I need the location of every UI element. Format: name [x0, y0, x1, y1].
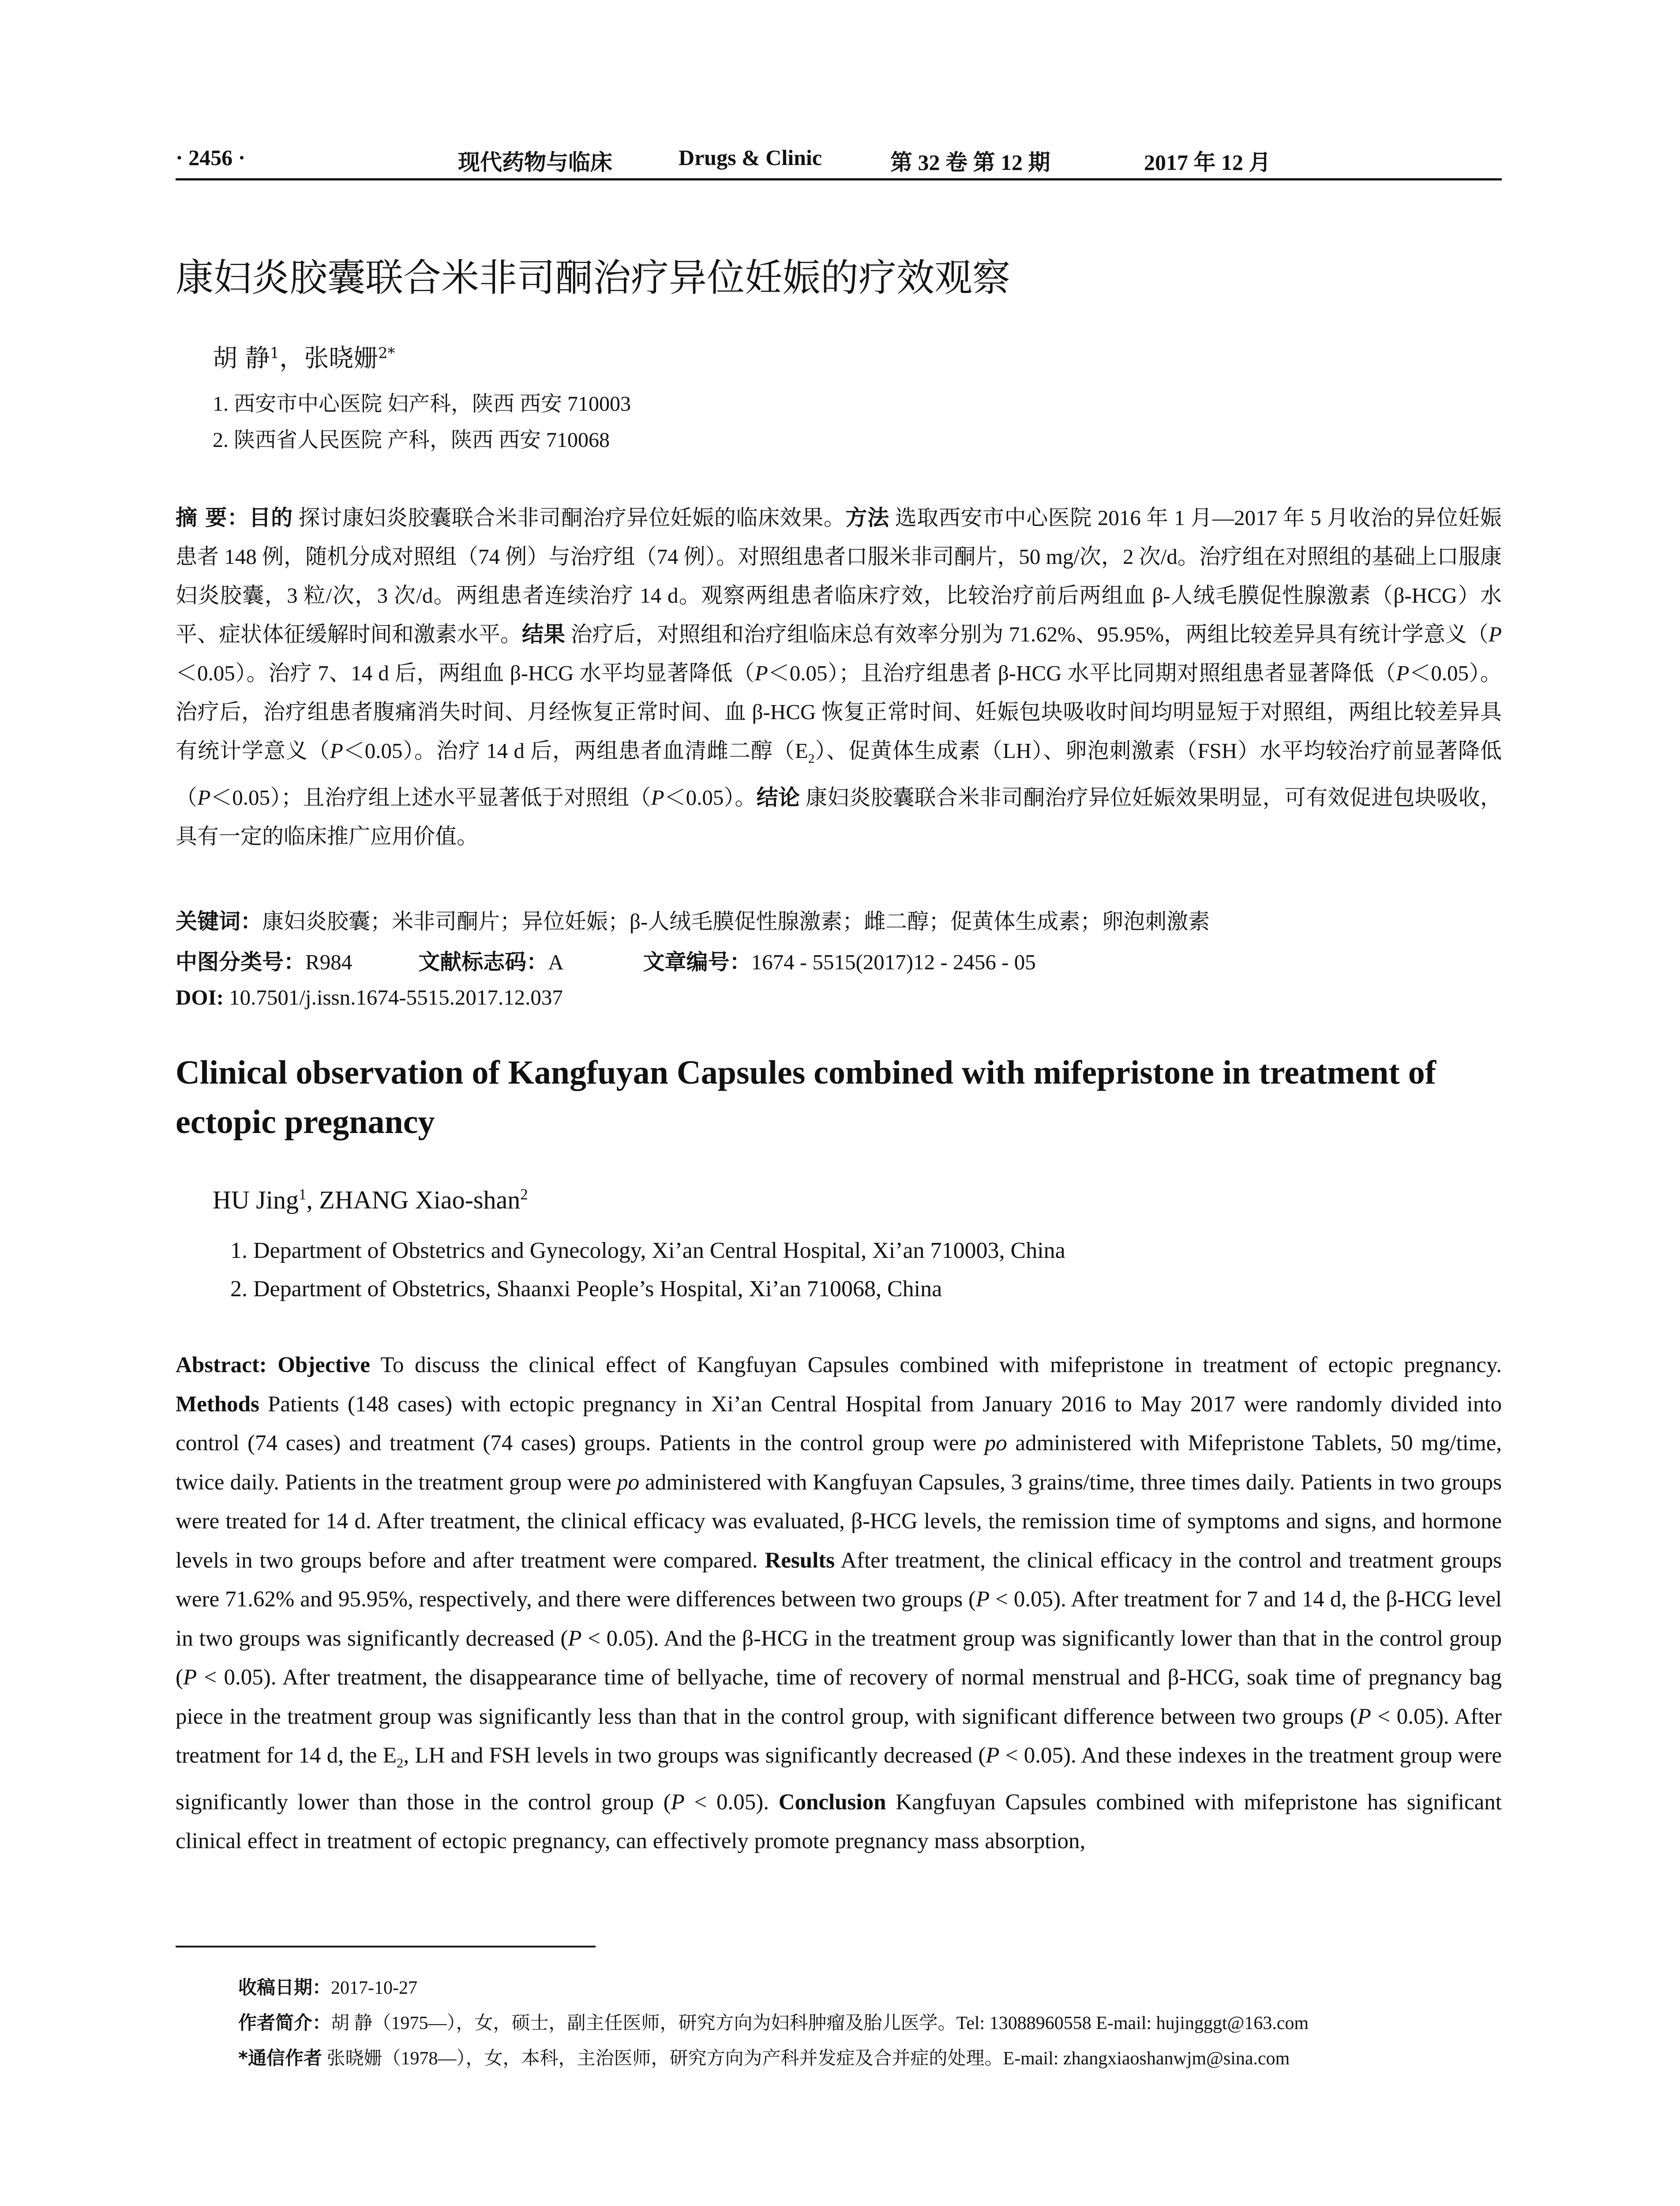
- results-text: < 0.05). And these indexes in the treatment group were significantly lower than those in the control group (: [176, 1743, 1502, 1815]
- p-symbol: P: [671, 1790, 685, 1815]
- p-symbol: P: [986, 1743, 1000, 1768]
- author-separator: ,: [306, 1186, 319, 1214]
- p-symbol: P: [1489, 622, 1502, 646]
- results-label: Results: [765, 1548, 835, 1573]
- results-text: < 0.05). After treatment, the disappearance time of bellyache, time of recovery of normal menstrual and β-HCG, soak time of pregnancy bag piece in the treatment group was significantly less than that in the control group, with significant difference between two groups (: [176, 1665, 1502, 1729]
- results-text: < 0.05). After treatment for 7 and 14 d, the β-HCG level in two groups was significantly decreased (: [176, 1587, 1502, 1651]
- po-term: po: [984, 1431, 1007, 1456]
- journal-name-en: Drugs & Clinic: [679, 145, 822, 170]
- bio-text: 胡 静（1975—），女，硕士，副主任医师，研究方向为妇科肿瘤及胎儿医学。Tel: 13088960558 E-mail: hujingggt@163.com: [331, 2013, 1309, 2033]
- methods-label: 方法: [845, 505, 889, 530]
- results-text: ＜0.05）。治疗后，治疗组患者腹痛消失时间、月经恢复正常时间、血 β-HCG 恢复正常时间、妊娠包块吸收时间均明显短于对照组，两组比较差异具有统计学意义（: [176, 661, 1502, 763]
- results-text: < 0.05).: [684, 1790, 779, 1815]
- doi-label: DOI:: [176, 985, 224, 1009]
- author-name: 胡 静: [213, 344, 270, 373]
- affiliation-marker: 2: [520, 1186, 528, 1203]
- results-text: ＜0.05）。治疗 14 d 后，两组患者血清雌二醇（E: [343, 739, 808, 763]
- authors-en: [213, 1185, 528, 1215]
- issue-date: 2017 年 12 月: [1144, 150, 1271, 175]
- authors-cn: [213, 339, 395, 374]
- p-symbol: P: [568, 1626, 582, 1651]
- abstract-label: 摘 要：: [176, 505, 249, 530]
- results-text: < 0.05). And the β-HCG in the treatment group was significantly lower than that in the control group (: [176, 1626, 1502, 1690]
- author-name: HU Jing: [213, 1186, 299, 1214]
- p-symbol: P: [1396, 661, 1410, 685]
- methods-text: Patients (148 cases) with ectopic pregnancy in Xi’an Central Hospital from January 2016 to May 2017 were randomly divided into control (74 cases) and treatment (74 cases) groups. Patients in the control group were: [176, 1392, 1502, 1456]
- keywords-cn: [176, 904, 1210, 935]
- affiliation-marker: 1: [298, 1186, 307, 1203]
- classification-line: [176, 945, 1036, 976]
- affiliation-cn-2: 2. 陕西省人民医院 产科，陕西 西安 710068: [213, 428, 610, 452]
- methods-label: Methods: [176, 1392, 259, 1417]
- doi-line: [176, 985, 563, 1010]
- article-title-cn: 康妇炎胶囊联合米非司酮治疗异位妊娠的疗效观察: [176, 256, 1010, 300]
- corresponding-label: *通信作者: [238, 2047, 322, 2069]
- results-text: ＜0.05）；且治疗组上述水平显著低于对照组（: [210, 785, 651, 810]
- conclusion-label: 结论: [756, 784, 800, 810]
- affiliation-marker: 1: [270, 344, 280, 362]
- p-symbol: P: [651, 785, 664, 810]
- p-symbol: P: [754, 661, 768, 685]
- p-symbol: P: [197, 785, 211, 810]
- results-text: ＜0.05）。: [664, 785, 757, 810]
- methods-text: administered with Kangfuyan Capsules, 3 grains/time, three times daily. Patients in two groups were treated for 14 d. After treatment, the clinical efficacy was evaluated, β-HCG levels, the remission time of symptoms and signs, and hormone levels in two groups before and after treatment were compared.: [176, 1470, 1502, 1573]
- p-symbol: P: [976, 1587, 990, 1612]
- methods-text: 选取西安市中心医院 2016 年 1 月—2017 年 5 月收治的异位妊娠患者 148 例，随机分成对照组（74 例）与治疗组（74 例）。对照组患者口服米非司酮片，50 mg/次，2 次/d。治疗组在对照组的基础上口服康妇炎胶囊，3 粒/次，3 次/d。两组患者连续治疗 14 d。观察两组患者临床疗效，比较治疗前后两组血 β-人绒毛膜促性腺激素（β-HCG）水平、症状体征缓解时间和激素水平。: [176, 506, 1502, 646]
- results-text: 治疗后，对照组和治疗组临床总有效率分别为 71.62%、95.95%，两组比较差异具有统计学意义（: [565, 622, 1489, 646]
- p-symbol: P: [183, 1665, 197, 1690]
- article-title-en: Clinical observation of Kangfuyan Capsules combined with mifepristone in treatment of ectopic pregnancy: [176, 1054, 1436, 1141]
- affiliation-cn-1: 1. 西安市中心医院 妇产科，陕西 西安 710003: [213, 392, 631, 416]
- abstract-cn: [176, 499, 1502, 856]
- conclusion-text: Kangfuyan Capsules combined with mifepristone has significant clinical effect in treatment of ectopic pregnancy, can effectively promote pregnancy mass absorption,: [176, 1790, 1502, 1854]
- author-separator: ，: [279, 344, 304, 373]
- author-name: ZHANG Xiao-shan: [319, 1186, 521, 1214]
- p-symbol: P: [1357, 1704, 1371, 1729]
- subscript: 2: [397, 1756, 404, 1771]
- objective-text: To discuss the clinical effect of Kangfuyan Capsules combined with mifepristone in treatment of ectopic pregnancy.: [370, 1353, 1502, 1377]
- keywords-label: 关键词：: [176, 909, 262, 934]
- corresponding-text: 张晓姗（1978—），女，本科，主治医师，研究方向为产科并发症及合并症的处理。E-mail: zhangxiaoshanwjm@sina.com: [322, 2048, 1290, 2069]
- abstract-label: Abstract:: [176, 1353, 278, 1377]
- results-text: , LH and FSH levels in two groups was significantly decreased (: [403, 1743, 986, 1768]
- results-text: ＜0.05）。治疗 7、14 d 后，两组血 β-HCG 水平均显著降低（: [176, 661, 755, 685]
- clc-label: 中图分类号：: [176, 949, 306, 975]
- running-header: [176, 142, 1502, 180]
- results-text: ＜0.05）；且治疗组患者 β-HCG 水平比同期对照组患者显著降低（: [768, 661, 1396, 685]
- footnote-divider: [176, 1946, 596, 1947]
- results-text: < 0.05). After treatment for 14 d, the E: [176, 1704, 1502, 1768]
- doc-code-label: 文献标志码：: [418, 949, 548, 975]
- results-text: ）、促黄体生成素（LH）、卵泡刺激素（FSH）水平均较治疗前显著降低（: [176, 739, 1502, 810]
- page-number: · 2456 ·: [176, 145, 246, 170]
- footnote-received: [238, 1973, 417, 2000]
- article-number-label: 文章编号：: [643, 949, 751, 975]
- volume-issue: 第 32 卷 第 12 期: [890, 150, 1050, 175]
- affiliation-en-2: 2. Department of Obstetrics, Shaanxi People’s Hospital, Xi’an 710068, China: [230, 1276, 942, 1302]
- p-symbol: P: [330, 739, 343, 763]
- conclusion-text: 康妇炎胶囊联合米非司酮治疗异位妊娠效果明显，可有效促进包块吸收，具有一定的临床推广应用价值。: [176, 785, 1502, 848]
- po-term: po: [617, 1470, 640, 1495]
- author-name: 张晓姗: [304, 344, 379, 373]
- conclusion-label: Conclusion: [778, 1790, 886, 1815]
- affiliation-en-1: 1. Department of Obstetrics and Gynecology, Xi’an Central Hospital, Xi’an 710003, China: [230, 1238, 1065, 1263]
- results-label: 结果: [521, 622, 566, 647]
- footnote-corresponding: [238, 2044, 1290, 2070]
- abstract-en: [176, 1346, 1502, 1861]
- methods-text: administered with Mifepristone Tablets, 50 mg/time, twice daily. Patients in the treatment group were: [176, 1431, 1502, 1495]
- received-date: 2017-10-27: [331, 1978, 417, 1998]
- subscript: 2: [808, 751, 815, 766]
- footnote-author-bio: [238, 2008, 1309, 2035]
- doc-code-value: A: [548, 950, 564, 974]
- results-text: After treatment, the clinical efficacy in the control and treatment groups were 71.62% and 95.95%, respectively, and there were differences between two groups (: [176, 1548, 1502, 1612]
- received-label: 收稿日期：: [238, 1977, 331, 1998]
- doi-value: 10.7501/j.issn.1674-5515.2017.12.037: [223, 985, 563, 1009]
- objective-label: Objective: [278, 1353, 370, 1377]
- bio-label: 作者简介：: [238, 2012, 331, 2033]
- keywords-text: 康妇炎胶囊；米非司酮片；异位妊娠；β-人绒毛膜促性腺激素；雌二醇；促黄体生成素；卵泡刺激素: [262, 909, 1210, 934]
- objective-text: 探讨康妇炎胶囊联合米非司酮治疗异位妊娠的临床效果。: [292, 506, 846, 530]
- journal-name-cn: 现代药物与临床: [458, 150, 612, 175]
- objective-label: 目的: [249, 505, 293, 530]
- clc-value: R984: [305, 950, 352, 974]
- affiliation-marker: 2*: [378, 344, 395, 362]
- article-number-value: 1674 - 5515(2017)12 - 2456 - 05: [751, 950, 1036, 974]
